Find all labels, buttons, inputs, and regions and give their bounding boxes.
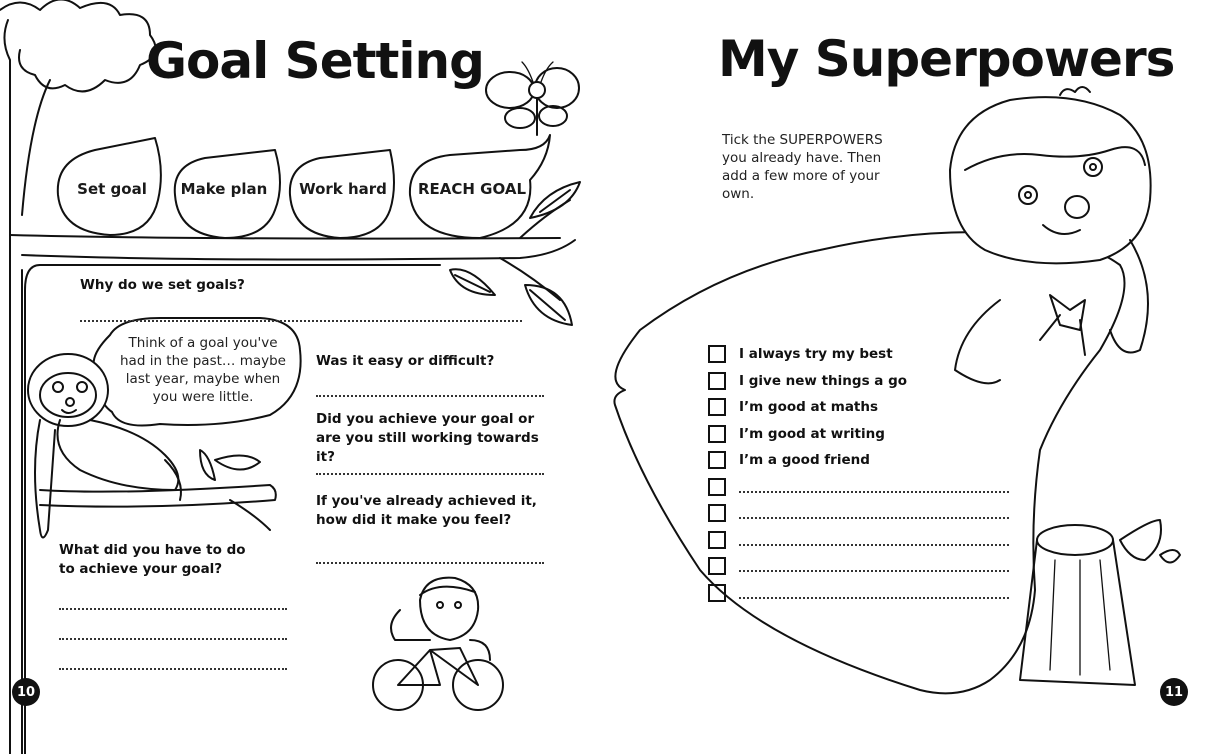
question-easy-or-difficult: Was it easy or difficult? — [316, 353, 495, 369]
checklist-item[interactable] — [708, 341, 1009, 368]
blank-line[interactable] — [739, 597, 1009, 599]
answer-line[interactable] — [80, 320, 522, 322]
superpowers-checklist — [708, 341, 1009, 606]
answer-line[interactable] — [59, 668, 287, 670]
blank-line[interactable] — [739, 570, 1009, 572]
question-how-feel: If you've already achieved it, how did it make you feel? — [316, 493, 537, 528]
checkbox[interactable] — [708, 425, 726, 443]
leaf-make-plan: Make plan — [180, 180, 268, 198]
tree-stump-illustration — [1020, 520, 1180, 685]
blank-line[interactable] — [739, 491, 1009, 493]
checklist-blank-item[interactable] — [708, 500, 1009, 527]
checklist-blank-item[interactable] — [708, 580, 1009, 607]
question-why-set-goals: Why do we set goals? — [80, 277, 245, 293]
blank-line[interactable] — [739, 544, 1009, 546]
butterfly-illustration — [486, 62, 579, 135]
checklist-label: I’m a good friend — [739, 452, 870, 469]
page-title-goal-setting: Goal Setting — [146, 32, 484, 90]
instructions-text: Tick the SUPERPOWERS you already have. Then add a few more of your own. — [722, 132, 883, 202]
checkbox[interactable] — [708, 398, 726, 416]
checkbox[interactable] — [708, 504, 726, 522]
checklist-item[interactable] — [708, 421, 1009, 448]
page-number-left: 10 — [12, 678, 40, 706]
checkbox[interactable] — [708, 345, 726, 363]
speech-bubble-text: Think of a goal you've had in the past… maybe last year, maybe when you were little. — [120, 335, 286, 405]
leaf-work-hard: Work hard — [299, 180, 387, 198]
checklist-item[interactable] — [708, 394, 1009, 421]
checkbox[interactable] — [708, 557, 726, 575]
checklist-item[interactable] — [708, 447, 1009, 474]
checklist-blank-item[interactable] — [708, 553, 1009, 580]
checklist-label: I’m good at maths — [739, 399, 879, 416]
leaf-reach-goal: REACH GOAL — [417, 180, 527, 198]
checklist-label: I give new things a go — [739, 372, 908, 389]
checkbox[interactable] — [708, 451, 726, 469]
checklist-blank-item[interactable] — [708, 474, 1009, 501]
answer-line[interactable] — [59, 608, 287, 610]
question-achieve-goal: Did you achieve your goal or are you still working towards it? — [316, 411, 539, 465]
blank-line[interactable] — [739, 517, 1009, 519]
checkbox[interactable] — [708, 478, 726, 496]
checkbox[interactable] — [708, 584, 726, 602]
answer-line[interactable] — [316, 395, 544, 397]
answer-line[interactable] — [59, 638, 287, 640]
cycling-sloth-illustration — [373, 578, 503, 710]
page-title-my-superpowers: My Superpowers — [718, 30, 1175, 88]
checklist-blank-item[interactable] — [708, 527, 1009, 554]
checklist-item[interactable] — [708, 368, 1009, 395]
answer-line[interactable] — [316, 562, 544, 564]
question-what-did-you-do: What did you have to do to achieve your goal? — [59, 542, 246, 577]
checkbox[interactable] — [708, 372, 726, 390]
checkbox[interactable] — [708, 531, 726, 549]
checklist-label: I’m good at writing — [739, 425, 885, 442]
page-number-right: 11 — [1160, 678, 1188, 706]
checklist-label: I always try my best — [739, 346, 893, 363]
answer-line[interactable] — [316, 473, 544, 475]
leaf-set-goal: Set goal — [77, 180, 147, 198]
